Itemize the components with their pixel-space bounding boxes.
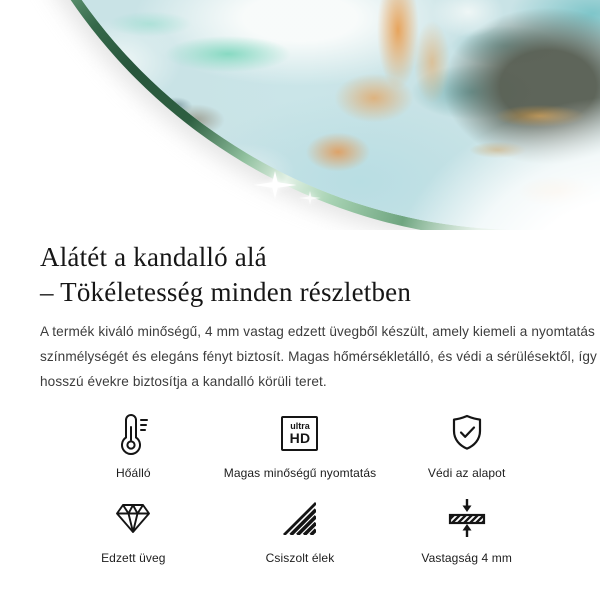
product-description [40, 319, 597, 394]
feature-label: Vastagság 4 mm [421, 551, 512, 565]
diamond-icon [111, 496, 155, 540]
feature-icon-wrap [281, 411, 318, 455]
feature-heat-resistant [50, 411, 217, 480]
feature-icon-wrap [111, 496, 155, 540]
feature-high-quality-print [217, 411, 384, 480]
shield-check-icon [445, 411, 489, 455]
feature-label: Edzett üveg [101, 551, 166, 565]
feature-thickness-4mm [383, 496, 550, 565]
ultra-hd-icon-text-bottom: HD [289, 430, 311, 446]
page-title [40, 240, 560, 310]
feature-polished-edges [217, 496, 384, 565]
feature-protects-base [383, 411, 550, 480]
feature-tempered-glass [50, 496, 217, 565]
ultra-hd-icon [281, 416, 318, 451]
product-copy [0, 230, 600, 565]
feature-icon-wrap [445, 496, 489, 540]
feature-label: Védi az alapot [427, 466, 506, 480]
polished-edges-icon [278, 496, 322, 540]
description-line: A termék kiváló minőségű, 4 mm vastag edzett üvegből készült, amely kiemeli a nyomtatás [40, 324, 595, 339]
feature-icon-wrap [278, 496, 322, 540]
feature-icon-wrap [111, 411, 155, 455]
glass-sparkle-small-icon [299, 191, 321, 205]
feature-label: Csiszolt élek [265, 551, 335, 565]
description-line: hosszú évekre biztosítja a kandalló körüli teret. [40, 374, 327, 389]
feature-label: Hőálló [116, 466, 151, 480]
page-title-line2: – Tökéletesség minden részletben [40, 277, 412, 307]
description-line: színmélységét és elegáns fényt biztosít. Magas hőmérsékletálló, és védi a sérülésektől, így [40, 349, 597, 364]
feature-icon-wrap [445, 411, 489, 455]
page-title-line1: Alátét a kandalló alá [40, 242, 267, 272]
product-hero-image [0, 0, 600, 230]
feature-label: Magas minőségű nyomtatás [223, 466, 377, 480]
ultra-hd-icon-text-top: ultra [290, 421, 310, 431]
thermometer-icon [111, 411, 155, 455]
feature-grid [40, 411, 560, 565]
thickness-icon [445, 496, 489, 540]
glass-sparkle-icon [253, 171, 297, 199]
